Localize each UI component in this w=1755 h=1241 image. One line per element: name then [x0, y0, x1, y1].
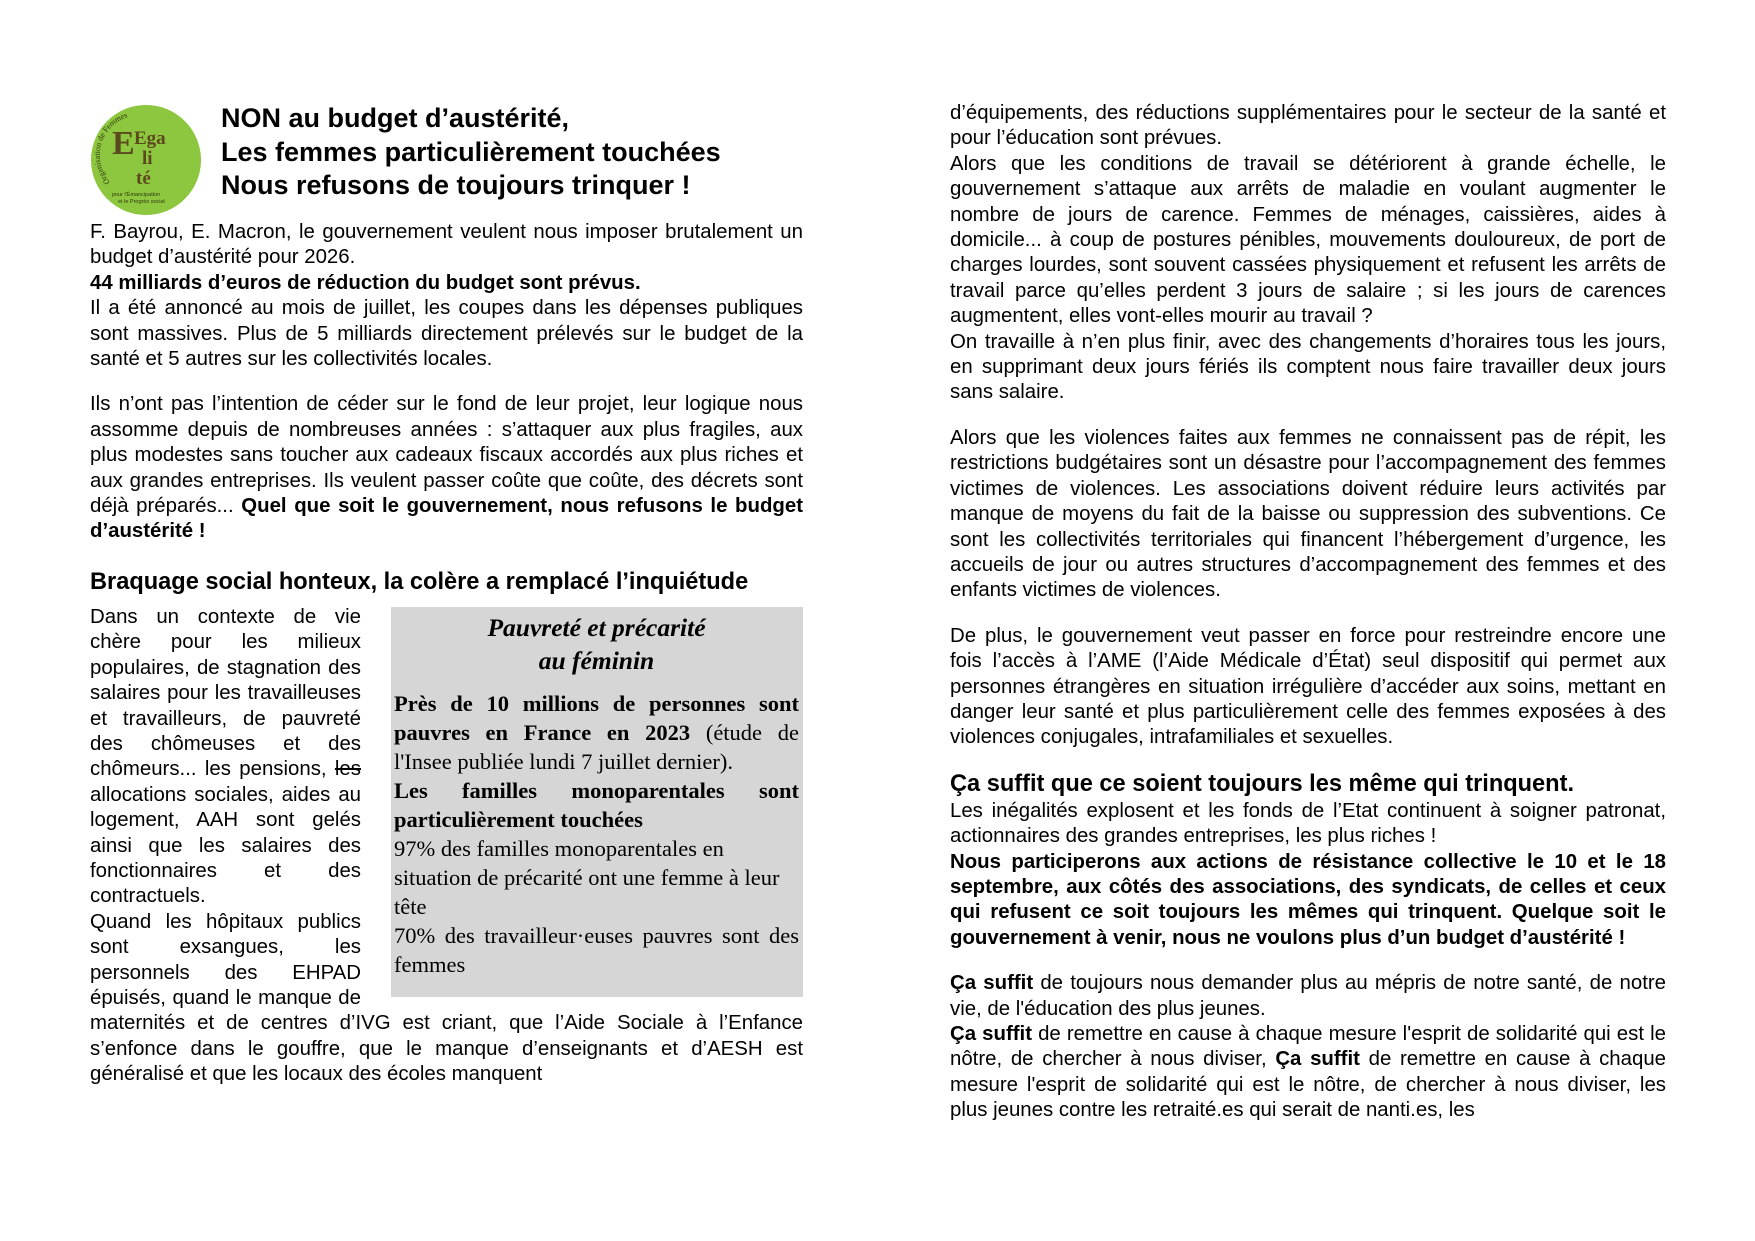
ca-suffit-label-1: Ça suffit — [950, 972, 1034, 995]
violence-paragraph: Alors que les violences faites aux femmes ne connaissent pas de répit, les restrictions budgétaires sont un désastre pour l’accompagnement des femmes victimes de violences. Les associations doivent réduire leurs activités par manque de moyens du fait de la baisse ou suppression des subventions. Ce sont les collectivités territoriales qui financent l’hébergement d’urgence, les accueils de jour ou autres structures d’accompagnement des femmes et des enfants victimes de violences. — [950, 426, 1666, 602]
left-column — [90, 96, 803, 1088]
title-line-3: Nous refusons de toujours trinquer ! — [221, 170, 691, 200]
poverty-sidebox — [391, 607, 803, 997]
sidebox-text-2: 97% des familles monoparentales en situation de précarité ont une femme à leur tête — [394, 835, 780, 919]
mobilisation-bold: Nous participerons aux actions de résistance collective le 10 et le 18 septembre, aux côtés des associations, des syndicats, de celles et ceux qui refusent ce soit toujours les mêmes qui trinquent. Quelque soit le gouvernement à venir, nous ne voulons plus d’un budget d’austérité ! — [950, 850, 1666, 949]
inequality-paragraph — [950, 799, 1666, 951]
logic-paragraph — [90, 392, 803, 544]
context-block — [90, 605, 803, 1088]
ca-suffit-label-3: Ça suffit — [1275, 1048, 1360, 1071]
logo-letters-1: Ega — [134, 128, 166, 149]
ca-suffit-text-2: de remettre en cause à chaque mesure l'esprit de solidarité qui est le nôtre, de chercher à nous diviser, — [950, 1023, 1666, 1071]
intro-text: F. Bayrou, E. Macron, le gouvernement veulent nous imposer brutalement un budget d’austérité pour 2026. — [90, 221, 803, 269]
title-line-1: NON au budget d’austérité, — [221, 103, 570, 133]
ca-suffit-text-3: de remettre en cause à chaque mesure l'esprit de solidarité qui est le nôtre, de chercher à nous diviser, les plus jeunes contre les retraité.es qui serait de nanti.es, les — [950, 1048, 1666, 1122]
logic-text: Ils n’ont pas l’intention de céder sur le fond de leur projet, leur logique nous assomme depuis de nombreuses années : s’attaquer aux plus fragiles, aux plus modestes sans toucher aux cadeaux fiscaux accordés aux plus riches et aux grandes entreprises. Ils veulent passer coûte que coûte, des décrets sont déjà préparés... — [90, 393, 803, 518]
sidebox-text-1: (étude de l'Insee publiée lundi 7 juillet dernier). — [394, 719, 799, 774]
ca-suffit-label-2: Ça suffit — [950, 1023, 1032, 1045]
right-column — [950, 101, 1666, 1124]
sidebox-stat-1 — [394, 689, 799, 776]
sidebox-title — [394, 611, 799, 677]
logo-letter-e: E — [112, 125, 135, 162]
sick-leave-paragraph: Alors que les conditions de travail se détériorent à grande échelle, le gouvernement s’attaque aux arrêts de maladie en voulant augmenter le nombre de jours de carence. Femmes de ménages, caissières, aides à domicile... à coup de postures pénibles, mouvements douloureux, de port de charges lourdes, sont souvent cassées physiquement et refusent les arrêts de travail parce qu’elles perdent 3 jours de salaire ; si les jours de carences augmentent, elles vont-elles mourir au travail ? — [950, 152, 1666, 328]
sidebox-bold-1: Près de 10 millions de personnes sont pauvres en France en 2023 — [394, 690, 799, 745]
context-text-b: allocations sociales, aides au logement, AAH sont gelés ainsi que les salaires des fonctionnaires et des contractuels. — [90, 783, 361, 908]
logo-tagline-2: et le Progrès social — [118, 199, 165, 205]
logo-org-arc: Organisation de Femmes — [92, 110, 129, 187]
logo-tagline-1: pour l'Émancipation — [112, 192, 161, 198]
intro-bold: 44 milliards d’euros de réduction du budget sont prévus. — [90, 271, 641, 294]
ca-suffit-paragraph — [950, 971, 1666, 1123]
equipment-paragraph: d’équipements, des réductions supplémentaires pour le secteur de la santé et pour l’éducation sont prévues. — [950, 102, 1666, 150]
intro-paragraph — [90, 220, 803, 372]
section-title-ca-suffit: Ça suffit que ce soient toujours les même qui trinquent. — [950, 770, 1575, 797]
egalite-logo — [90, 104, 202, 216]
ame-paragraph: De plus, le gouvernement veut passer en force pour restreindre encore une fois l’accès à l’AME (l’Aide Médicale d’État) seul dispositif qui permet aux personnes étrangères en situation irrégulière d’accéder aux soins, mettant en danger leur santé et plus particulièrement celle des femmes exposées à des violences conjugales, intrafamiliales et sexuelles. — [950, 624, 1666, 749]
hospitals-paragraph: Quand les hôpitaux publics sont exsangues, les personnels des EHPAD épuisés, quand le manque de maternités et de centres d’IVG est criant, que l’Aide Sociale à l’Enfance s’enfonce dans le gouffre, que le manque d’enseignants et d’AESH est généralisé et que les locaux des écoles manquent — [90, 910, 803, 1086]
logo-letters-2: li — [142, 148, 153, 169]
inequality-text: Les inégalités explosent et les fonds de l’Etat continuent à soigner patronat, actionnaires des grandes entreprises, les plus riches ! — [950, 799, 1666, 848]
ca-suffit-text-1: de toujours nous demander plus au mépris de notre santé, de notre vie, de l'éducation des plus jeunes. — [950, 972, 1666, 1020]
working-hours-paragraph: On travaille à n’en plus finir, avec des changements d’horaires tous les jours, en supprimant deux jours fériés ils comptent nous faire travailler deux jours sans salaire. — [950, 330, 1666, 404]
sidebox-text-3: 70% des travailleur·euses pauvres sont des femmes — [394, 922, 799, 977]
section-title-braquage: Braquage social honteux, la colère a remplacé l’inquiétude — [90, 568, 749, 595]
context-text-a: Dans un contexte de vie chère pour les milieux populaires, de stagnation des salaires pour les travailleuses et travailleurs, de pauvreté des chômeuses et des chômeurs... les pensions, — [90, 605, 361, 781]
sidebox-title-line-1: Pauvreté et précarité — [487, 612, 706, 642]
title-line-2: Les femmes particulièrement touchées — [221, 136, 721, 167]
logo-letters-3: té — [136, 168, 151, 189]
sidebox-title-line-2: au féminin — [538, 645, 655, 675]
context-strike: les — [334, 758, 361, 781]
sidebox-bold-2: Les familles monoparentales sont particulièrement touchées — [394, 777, 799, 832]
intro-continuation: Il a été annoncé au mois de juillet, les coupes dans les dépenses publiques sont massives. Plus de 5 milliards directement prélevés sur le budget de la santé et 5 autres sur les collectivités locales. — [90, 297, 803, 371]
leaflet-header — [90, 96, 803, 220]
page-title — [221, 102, 721, 203]
logic-bold: Quel que soit le gouvernement, nous refusons le budget d’austérité ! — [90, 495, 803, 543]
